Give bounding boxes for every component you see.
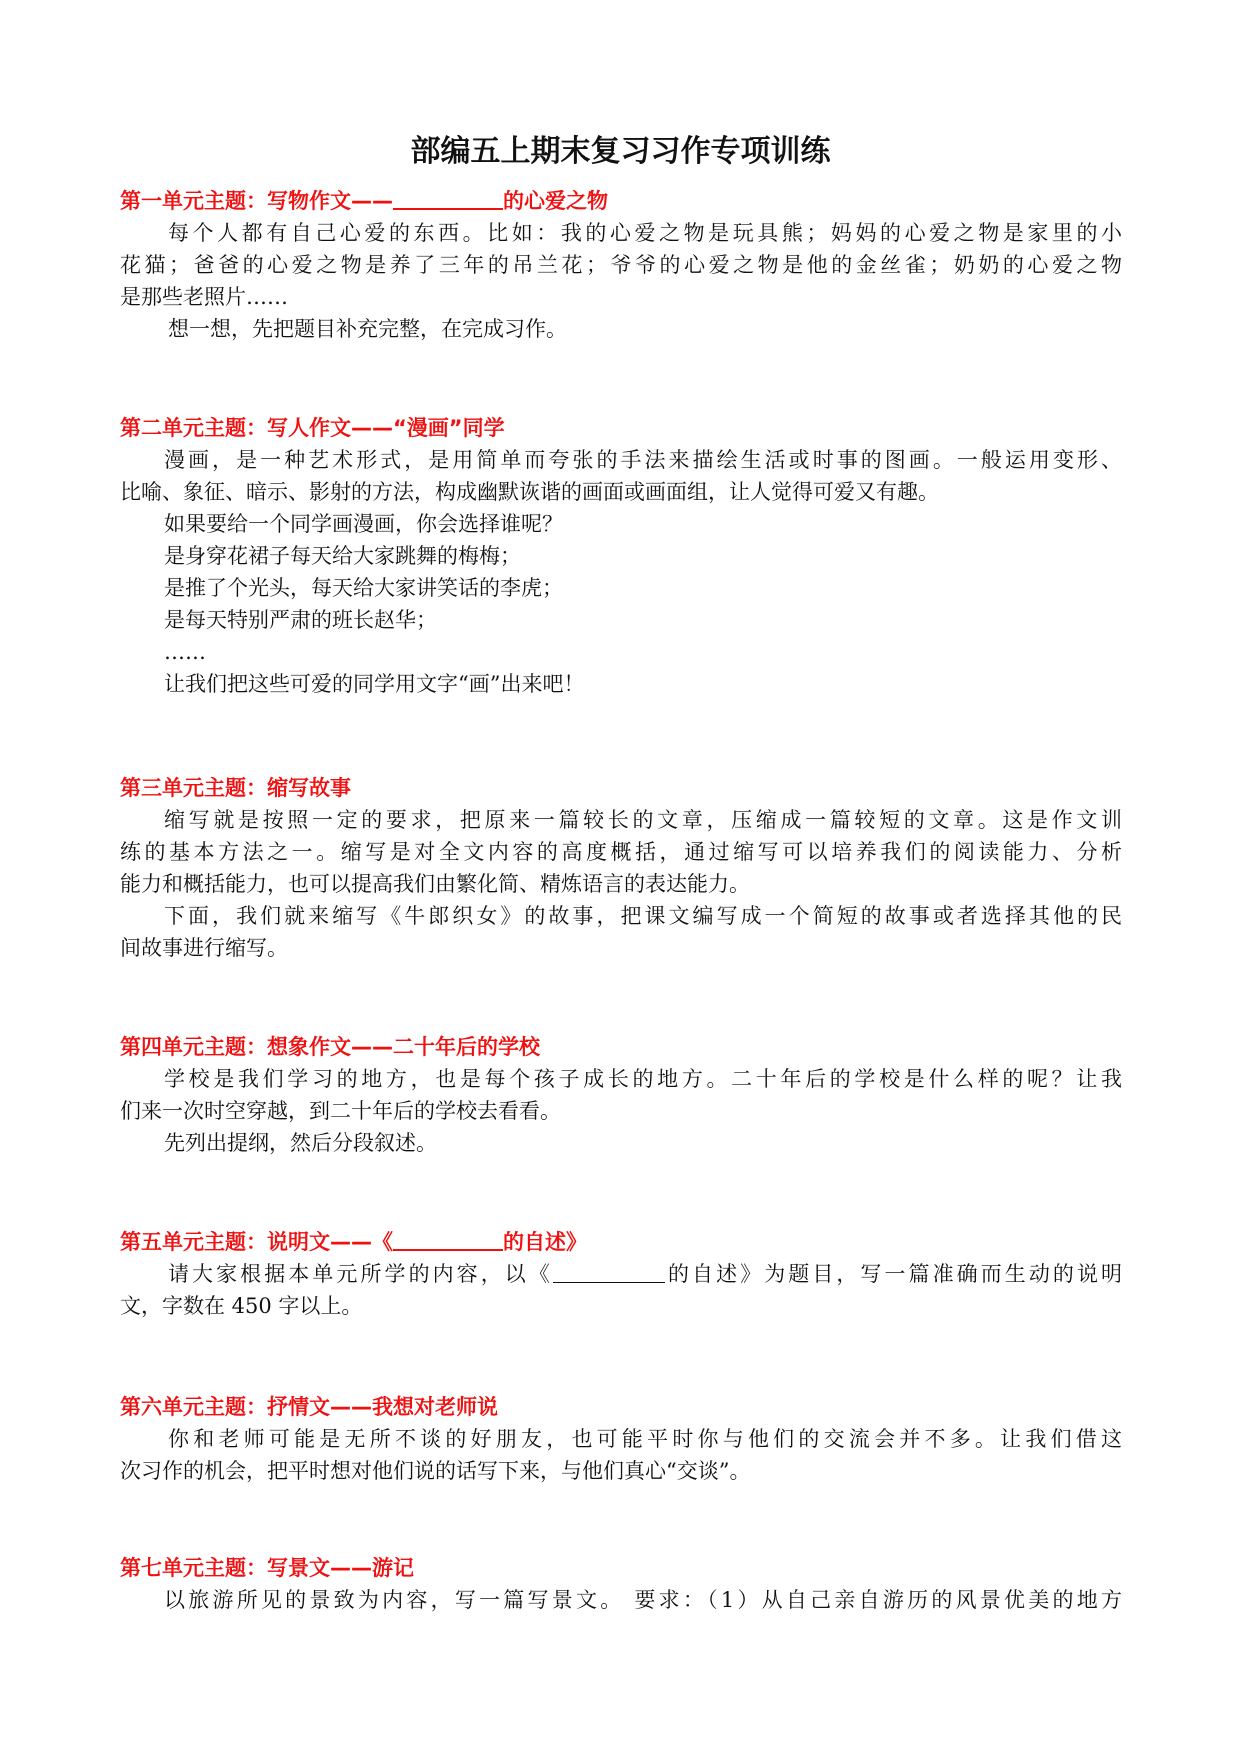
section-heading: 第七单元主题：写景文——游记 xyxy=(120,1556,414,1580)
fill-blank xyxy=(393,186,503,210)
paragraph-line: 花猫；爸爸的心爱之物是养了三年的吊兰花；爷爷的心爱之物是他的金丝雀；奶奶的心爱之物 xyxy=(120,253,1122,277)
section-unit-3 xyxy=(120,772,1122,964)
paragraph-line: 让我们把这些可爱的同学用文字“画”出来吧！ xyxy=(164,672,585,696)
paragraph-line: 是每天特别严肃的班长赵华； xyxy=(164,608,437,632)
paragraph-line: 以旅游所见的景致为内容，写一篇写景文。 要求：（1）从自己亲自游历的风景优美的地方 xyxy=(164,1588,1122,1612)
section-unit-4 xyxy=(120,1031,1122,1159)
heading-text: 的心爱之物 xyxy=(503,189,608,213)
section-unit-7 xyxy=(120,1552,1122,1616)
paragraph-line: 如果要给一个同学画漫画，你会选择谁呢？ xyxy=(164,512,563,536)
paragraph-line: 你和老师可能是无所不谈的好朋友，也可能平时你与他们的交流会并不多。让我们借这 xyxy=(168,1427,1122,1451)
paragraph-line: 缩写就是按照一定的要求，把原来一篇较长的文章，压缩成一篇较短的文章。这是作文训 xyxy=(164,808,1122,832)
paragraph-line: 漫画，是一种艺术形式，是用简单而夸张的手法来描绘生活或时事的图画。一般运用变形、 xyxy=(164,448,1122,472)
paragraph-line: 是推了个光头，每天给大家讲笑话的李虎； xyxy=(164,576,563,600)
section-unit-2 xyxy=(120,412,1122,700)
paragraph-line: 是身穿花裙子每天给大家跳舞的梅梅； xyxy=(164,544,521,568)
section-heading: 第三单元主题：缩写故事 xyxy=(120,776,351,800)
paragraph-line: 下面，我们就来缩写《牛郎织女》的故事，把课文编写成一个简短的故事或者选择其他的民 xyxy=(164,904,1122,928)
line-text: 请大家根据本单元所学的内容，以《 xyxy=(168,1262,553,1286)
paragraph-line: 每个人都有自己心爱的东西。比如：我的心爱之物是玩具熊；妈妈的心爱之物是家里的小 xyxy=(168,221,1122,245)
section-heading xyxy=(120,185,1122,217)
paragraph-line: 间故事进行缩写。 xyxy=(120,936,288,960)
section-heading xyxy=(120,1226,1122,1258)
heading-text: 第五单元主题：说明文——《 xyxy=(120,1230,393,1254)
line-text: 的自述》为题目，写一篇准确而生动的说明 xyxy=(664,1262,1122,1286)
paragraph-line: 学校是我们学习的地方，也是每个孩子成长的地方。二十年后的学校是什么样的呢？让我 xyxy=(164,1067,1122,1091)
document-title: 部编五上期末复习习作专项训练 xyxy=(410,134,831,169)
section-unit-5 xyxy=(120,1226,1122,1322)
paragraph-line: 能力和概括能力，也可以提高我们由繁化简、精炼语言的表达能力。 xyxy=(120,872,750,896)
section-heading: 第二单元主题：写人作文——“漫画”同学 xyxy=(120,416,505,440)
paragraph-line xyxy=(120,1258,1122,1290)
section-unit-1 xyxy=(120,185,1122,345)
paragraph-line: 先列出提纲，然后分段叙述。 xyxy=(164,1131,437,1155)
heading-text: 第一单元主题：写物作文—— xyxy=(120,189,393,213)
paragraph-line: 是那些老照片…… xyxy=(120,285,288,309)
paragraph-line: …… xyxy=(164,640,206,664)
section-heading: 第四单元主题：想象作文——二十年后的学校 xyxy=(120,1035,540,1059)
paragraph-line: 次习作的机会，把平时想对他们说的话写下来，与他们真心“交谈”。 xyxy=(120,1459,751,1483)
heading-text: 的自述》 xyxy=(503,1230,587,1254)
section-unit-6 xyxy=(120,1391,1122,1487)
paragraph-line: 们来一次时空穿越，到二十年后的学校去看看。 xyxy=(120,1099,561,1123)
section-heading: 第六单元主题：抒情文——我想对老师说 xyxy=(120,1395,498,1419)
paragraph-line: 练的基本方法之一。缩写是对全文内容的高度概括，通过缩写可以培养我们的阅读能力、分析 xyxy=(120,840,1122,864)
fill-blank xyxy=(553,1260,665,1283)
fill-blank xyxy=(393,1227,503,1251)
paragraph-line: 文，字数在 450 字以上。 xyxy=(120,1294,363,1318)
paragraph-line: 想一想，先把题目补充完整，在完成习作。 xyxy=(168,317,567,341)
paragraph-line: 比喻、象征、暗示、影射的方法，构成幽默诙谐的画面或画面组，让人觉得可爱又有趣。 xyxy=(120,480,939,504)
